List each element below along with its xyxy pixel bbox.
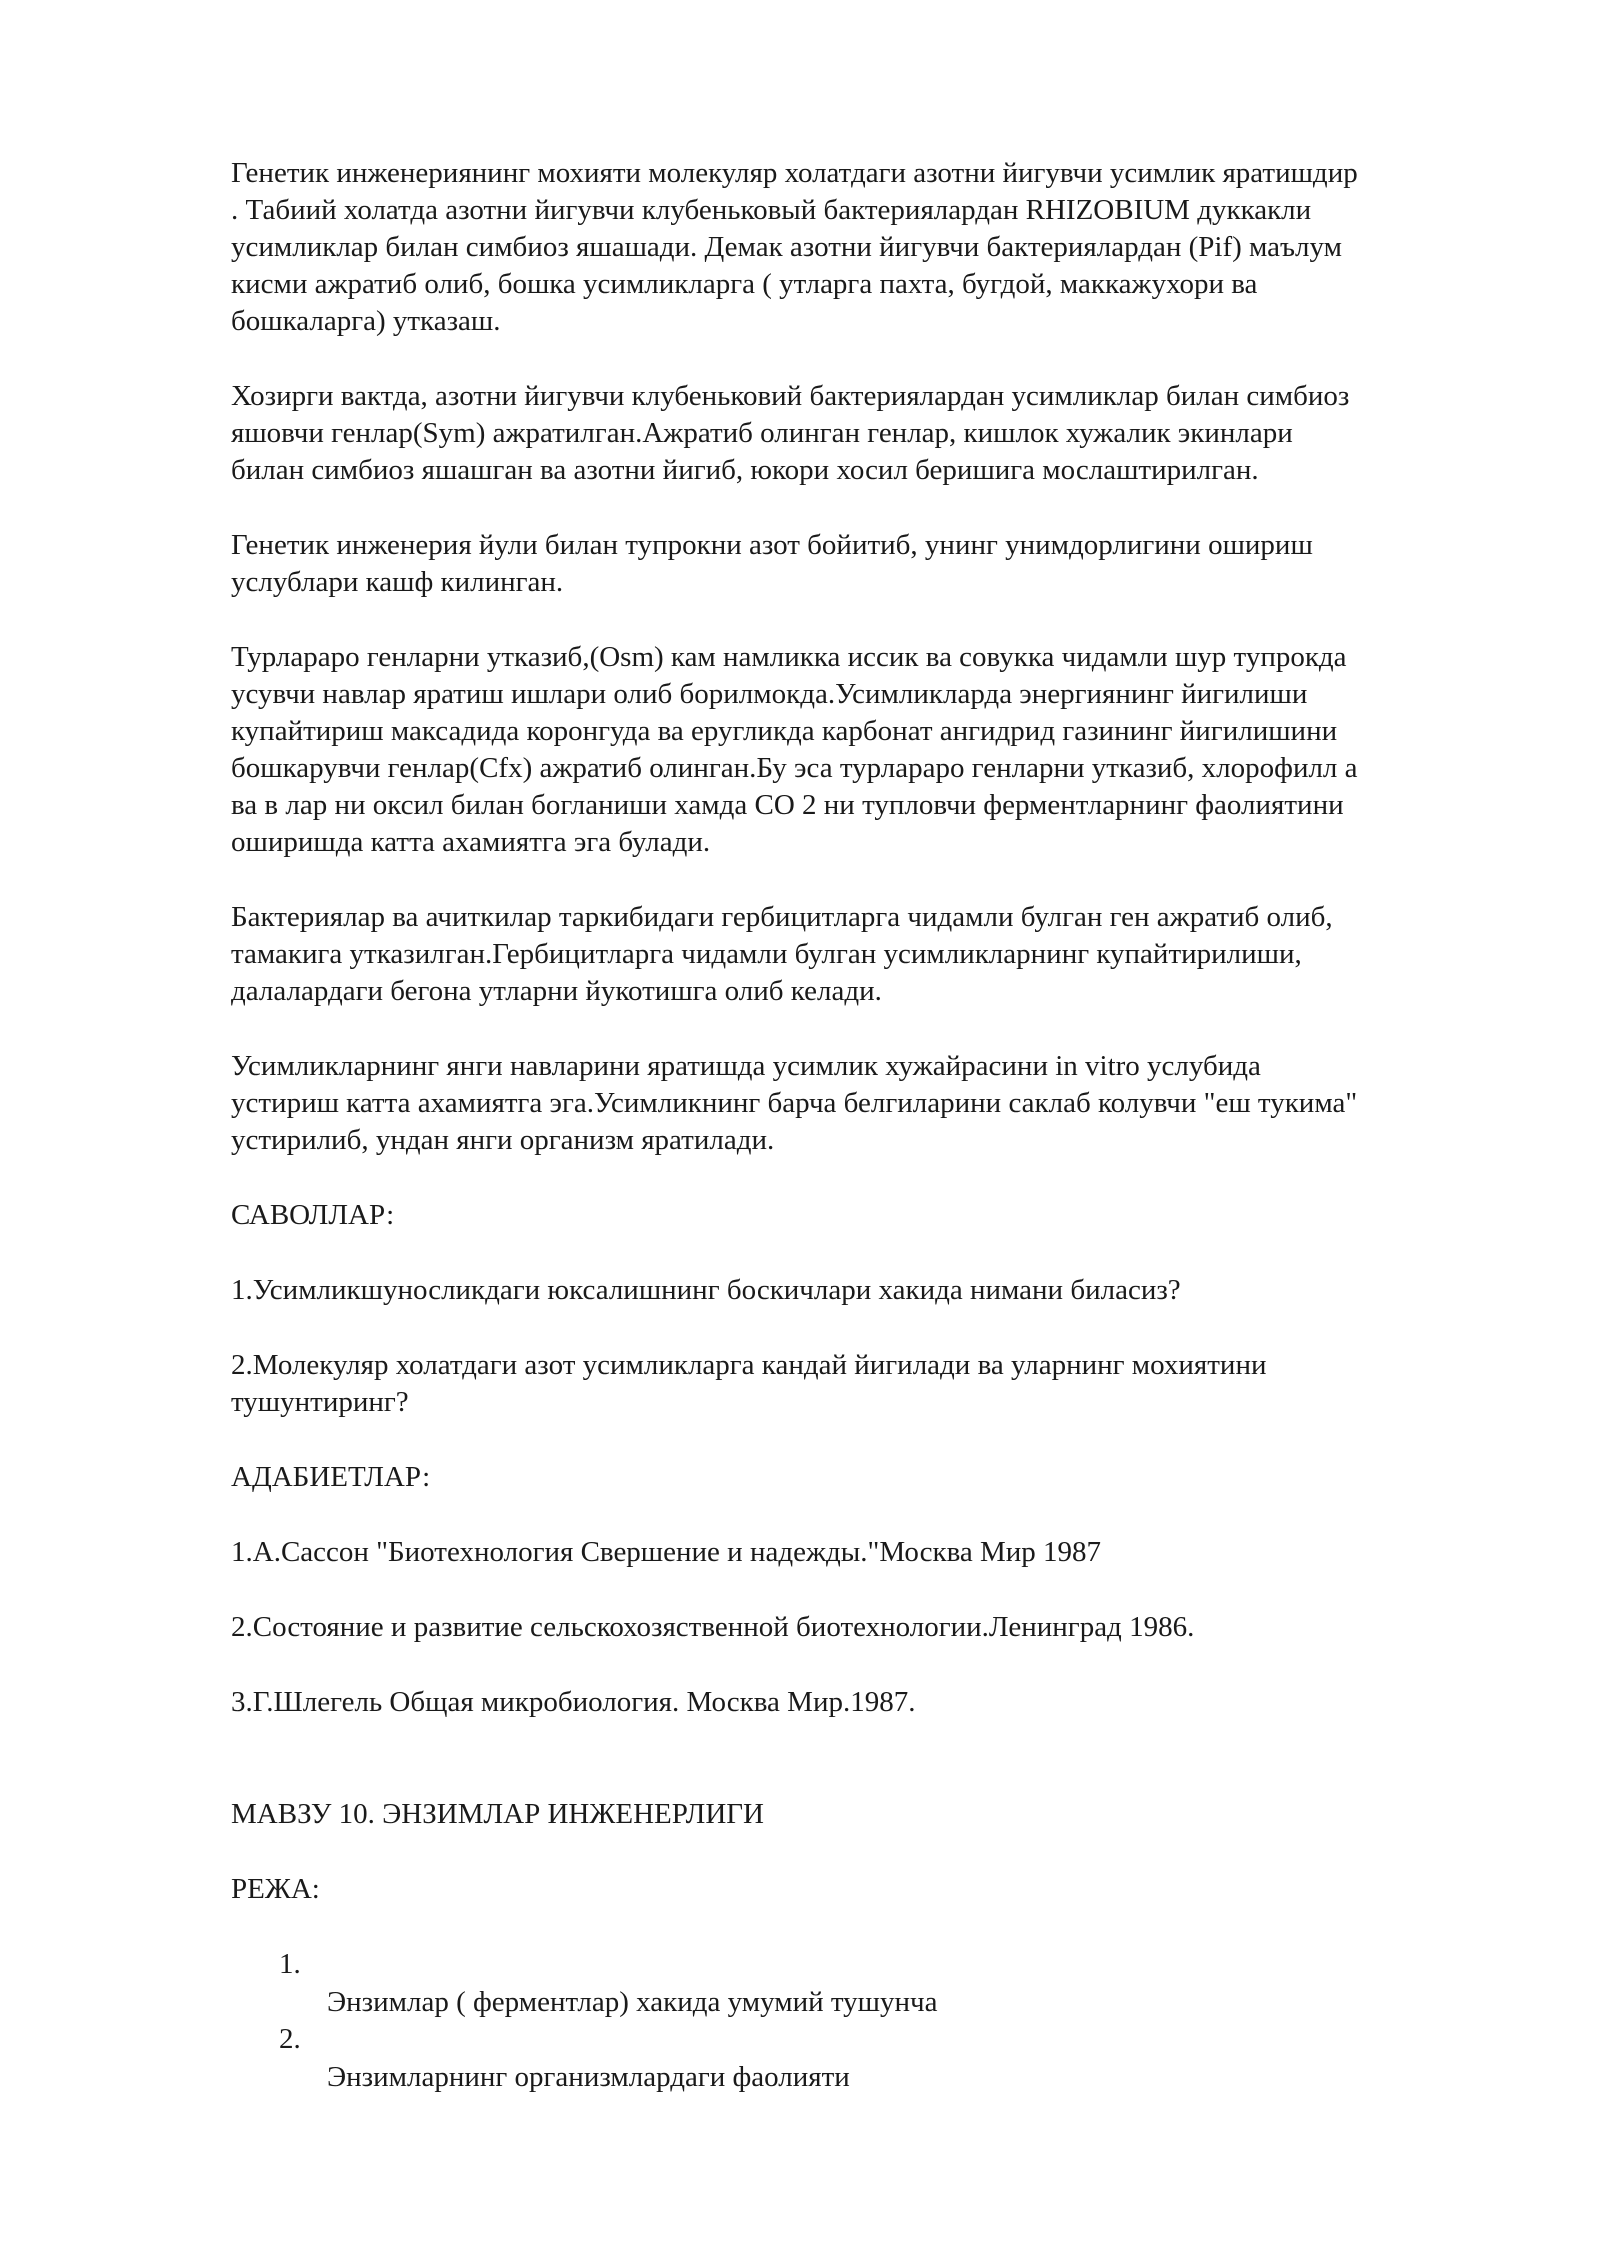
text-line: купайтириш максадида коронгуда ва еругликда карбонат ангидрид газининг йигилишини [231, 715, 1338, 747]
paragraph-in-vitro [231, 1048, 1516, 1159]
text-line: яшовчи генлар(Sym) ажратилган.Ажратиб олинган генлар, кишлок хужалик экинлари [231, 417, 1293, 449]
text-line: тамакига утказилган.Гербицитларга чидамли булган усимликларнинг купайтирилиши, [231, 938, 1302, 970]
paragraph-soil-nitrogen [231, 527, 1516, 601]
reference-item: 2.Состояние и развитие сельскохозяственной биотехнологии.Ленинград 1986. [231, 1611, 1195, 1643]
text-line: усимликлар билан симбиоз яшашади. Демак азотни йигувчи бактериялардан (Pif) маълум [231, 231, 1342, 263]
text-line: далалардаги бегона утларни йукотишга олиб келади. [231, 975, 882, 1007]
text-line: 1.Усимликшуносликдаги юксалишнинг боскичлари хакида нимани биласиз? [231, 1274, 1181, 1306]
paragraph-herbicide-resistance [231, 899, 1516, 1010]
questions-heading: САВОЛЛАР: [231, 1199, 395, 1231]
plan-item-number: 1. [279, 1948, 301, 1980]
plan-list-item [231, 1946, 1516, 2021]
text-line: кисми ажратиб олиб, бошка усимликларга ( утларга пахта, бугдой, маккажухори ва [231, 268, 1258, 300]
text-line: . Табиий холатда азотни йигувчи клубеньковый бактериялардан RHIZOBIUM дуккакли [231, 194, 1312, 226]
text-line: Бактериялар ва ачиткилар таркибидаги гербицитларга чидамли булган ген ажратиб олиб, [231, 901, 1333, 933]
plan-list-item [231, 2021, 1516, 2096]
plan-item-text: Энзимларнинг организмлардаги фаолияти [327, 2061, 850, 2093]
text-line: Турлараро генларни утказиб,(Osm) кам намликка иссик ва совукка чидамли шур тупрокда [231, 641, 1347, 673]
question-item [231, 1272, 1516, 1309]
document-body [231, 155, 1516, 2096]
plan-item-text: Энзимлар ( ферментлар) хакида умумий тушунча [327, 1986, 938, 2018]
text-line: ва в лар ни оксил билан богланиши хамда СО 2 ни тупловчи ферментларнинг фаолиятини [231, 789, 1344, 821]
text-line: устирилиб, ундан янги организм яратилади. [231, 1124, 775, 1156]
paragraph-osm-cfx-genes [231, 639, 1516, 861]
text-line: Генетик инженериянинг мохияти молекуляр холатдаги азотни йигувчи усимлик яратишдир [231, 157, 1358, 189]
text-line: устириш катта ахамиятга эга.Усимликнинг барча белгиларини саклаб колувчи "еш тукима" [231, 1087, 1358, 1119]
plan-item-number: 2. [279, 2023, 301, 2055]
text-line: 2.Молекуляр холатдаги азот усимликларга кандай йигилади ва уларнинг мохиятини [231, 1349, 1267, 1381]
reference-item: 3.Г.Шлегель Общая микробиология. Москва Мир.1987. [231, 1686, 916, 1718]
text-line: Хозирги вактда, азотни йигувчи клубеньковий бактериялардан усимликлар билан симбиоз [231, 380, 1350, 412]
plan-heading: РЕЖА: [231, 1873, 320, 1905]
question-item [231, 1347, 1516, 1421]
paragraph-genetic-engineering-essence [231, 155, 1516, 340]
text-line: бошкарувчи генлар(Cfx) ажратиб олинган.Бу эса турлараро генларни утказиб, хлорофилл а [231, 752, 1358, 784]
text-line: Усимликларнинг янги навларини яратишда усимлик хужайрасини in vitro услубида [231, 1050, 1261, 1082]
text-line: услублари кашф килинган. [231, 566, 564, 598]
references-heading: АДАБИЕТЛАР: [231, 1461, 431, 1493]
reference-item: 1.А.Сассон "Биотехнология Свершение и надежды."Москва Мир 1987 [231, 1536, 1102, 1568]
text-line: усувчи навлар яратиш ишлари олиб борилмокда.Усимликларда энергиянинг йигилиши [231, 678, 1308, 710]
topic-title: МАВЗУ 10. ЭНЗИМЛАР ИНЖЕНЕРЛИГИ [231, 1798, 765, 1830]
paragraph-sym-genes [231, 378, 1516, 489]
text-line: оширишда катта ахамиятга эга булади. [231, 826, 711, 858]
text-line: билан симбиоз яшашган ва азотни йигиб, юкори хосил беришига мослаштирилган. [231, 454, 1259, 486]
text-line: бошкаларга) утказаш. [231, 305, 501, 337]
plan-list [231, 1946, 1516, 2096]
text-line: Генетик инженерия йули билан тупрокни азот бойитиб, унинг унимдорлигини ошириш [231, 529, 1313, 561]
text-line: тушунтиринг? [231, 1386, 409, 1418]
